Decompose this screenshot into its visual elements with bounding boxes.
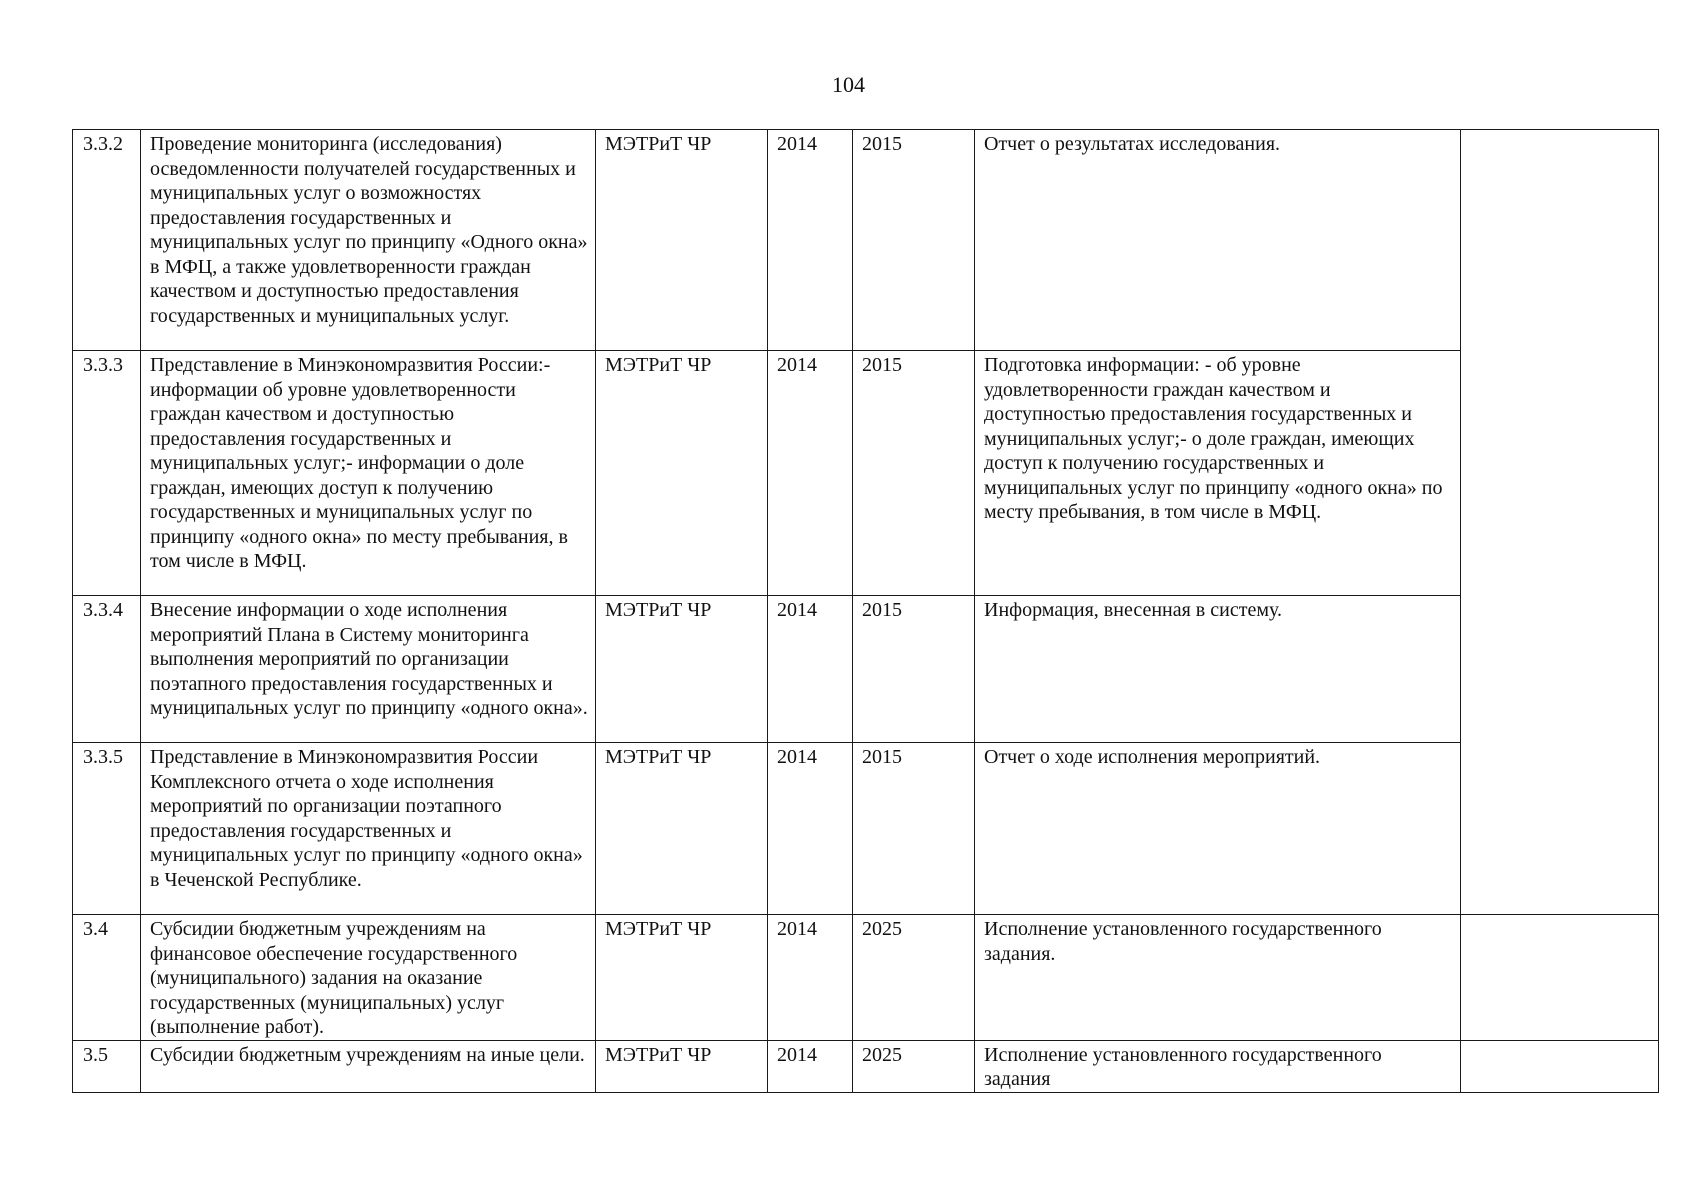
table-row [73,596,1659,743]
table-row [73,130,1659,351]
measure-end-year: 2025 [853,1040,975,1092]
measure-end-year: 2015 [853,130,975,351]
table-row [73,1040,1659,1092]
measure-start-year: 2014 [768,130,853,351]
table-row [73,351,1659,596]
measure-executor: МЭТРиТ ЧР [596,915,768,1041]
measure-code: 3.3.5 [73,743,141,915]
measure-start-year: 2014 [768,743,853,915]
measure-result: Подготовка информации: - об уровне удовлетворенности граждан качеством и доступностью предоставления государственных и муниципальных услуг;- о доле граждан, имеющих доступ к получению государственных и муниципальных услуг по принципу «одного окна» по месту пребывания, в том числе в МФЦ. [975,351,1461,596]
measure-executor: МЭТРиТ ЧР [596,130,768,351]
measure-code: 3.3.3 [73,351,141,596]
measure-code: 3.3.2 [73,130,141,351]
measure-executor: МЭТРиТ ЧР [596,743,768,915]
measure-description: Проведение мониторинга (исследования) осведомленности получателей государственных и муниципальных услуг о возможностях предоставления государственных и муниципальных услуг по принципу «Одного окна» в МФЦ, а также удовлетворенности граждан качеством и доступностью предоставления государственных и муниципальных услуг. [141,130,596,351]
measure-code: 3.4 [73,915,141,1041]
measure-end-year: 2015 [853,596,975,743]
measure-extra-merged [1461,130,1659,915]
measure-result: Отчет о результатах исследования. [975,130,1461,351]
measure-description: Представление в Минэкономразвития России:- информации об уровне удовлетворенности граждан качеством и доступностью предоставления государственных и муниципальных услуг;- информации о доле граждан, имеющих доступ к получению государственных и муниципальных услуг по принципу «одного окна» по месту пребывания, в том числе в МФЦ. [141,351,596,596]
measure-description: Представление в Минэкономразвития России Комплексного отчета о ходе исполнения мероприятий по организации поэтапного предоставления государственных и муниципальных услуг по принципу «одного окна» в Чеченской Республике. [141,743,596,915]
page-number: 104 [832,72,865,97]
measure-description: Субсидии бюджетным учреждениям на финансовое обеспечение государственного (муниципального) задания на оказание государственных (муниципальных) услуг (выполнение работ). [141,915,596,1041]
measure-end-year: 2025 [853,915,975,1041]
table-row [73,915,1659,1041]
measures-table [72,129,1659,1093]
measure-end-year: 2015 [853,351,975,596]
measure-result: Исполнение установленного государственного задания. [975,915,1461,1041]
measure-description: Внесение информации о ходе исполнения мероприятий Плана в Систему мониторинга выполнения мероприятий по организации поэтапного предоставления государственных и муниципальных услуг по принципу «одного окна». [141,596,596,743]
measure-executor: МЭТРиТ ЧР [596,596,768,743]
measure-result: Исполнение установленного государственного задания [975,1040,1461,1092]
measure-extra [1461,915,1659,1041]
measure-executor: МЭТРиТ ЧР [596,1040,768,1092]
table-row [73,743,1659,915]
measure-extra [1461,1040,1659,1092]
measure-result: Информация, внесенная в систему. [975,596,1461,743]
measure-start-year: 2014 [768,1040,853,1092]
measure-code: 3.5 [73,1040,141,1092]
measure-start-year: 2014 [768,596,853,743]
measure-result: Отчет о ходе исполнения мероприятий. [975,743,1461,915]
measure-executor: МЭТРиТ ЧР [596,351,768,596]
measure-start-year: 2014 [768,351,853,596]
measure-code: 3.3.4 [73,596,141,743]
measure-description: Субсидии бюджетным учреждениям на иные цели. [141,1040,596,1092]
measure-start-year: 2014 [768,915,853,1041]
measure-end-year: 2015 [853,743,975,915]
